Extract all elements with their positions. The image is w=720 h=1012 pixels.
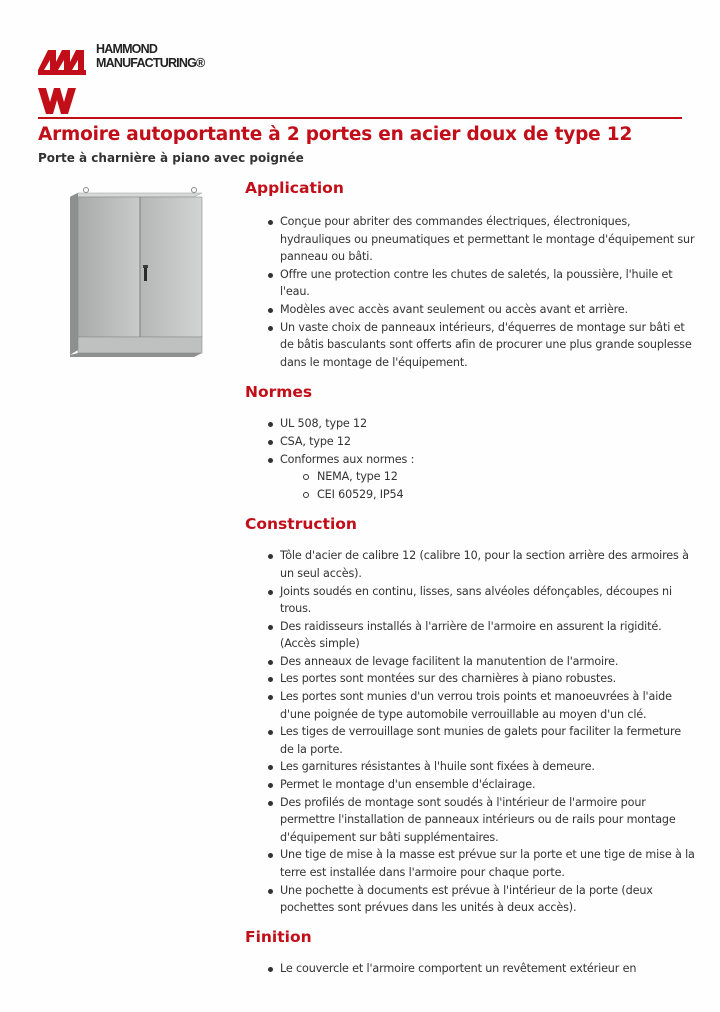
list-item bbox=[245, 688, 695, 723]
list-item-text: CSA, type 12 bbox=[280, 434, 351, 448]
list-item bbox=[245, 451, 695, 469]
section-normes bbox=[245, 382, 695, 503]
application-list bbox=[245, 213, 695, 371]
hollow-bullet-icon bbox=[303, 474, 309, 480]
bullet-icon bbox=[268, 554, 273, 559]
list-item bbox=[245, 213, 695, 266]
list-item bbox=[245, 882, 695, 917]
section-application bbox=[245, 178, 695, 371]
list-item bbox=[245, 794, 695, 847]
list-item-text: Modèles avec accès avant seulement ou accès avant et arrière. bbox=[280, 302, 628, 316]
list-item bbox=[245, 618, 695, 653]
section-title-finition: Finition bbox=[245, 927, 312, 946]
bullet-icon bbox=[268, 801, 273, 806]
bullet-icon bbox=[268, 967, 273, 972]
sub-list-item bbox=[245, 468, 695, 486]
page-subtitle: Porte à charnière à piano avec poignée bbox=[38, 151, 304, 165]
list-item-text: Conçue pour abriter des commandes électriques, électroniques, hydrauliques ou pneumatiques et permettant le montage d'équipement sur panneau ou bâti. bbox=[280, 215, 695, 264]
section-title-application: Application bbox=[245, 179, 344, 197]
list-item-text: Tôle d'acier de calibre 12 (calibre 10, pour la section arrière des armoires à un seul accès). bbox=[280, 549, 689, 580]
list-item-text: Le couvercle et l'armoire comportent un revêtement extérieur en bbox=[280, 961, 637, 975]
bullet-icon bbox=[268, 730, 273, 735]
bullet-icon bbox=[268, 783, 273, 788]
list-item-text: NEMA, type 12 bbox=[317, 470, 398, 484]
construction-list bbox=[245, 547, 695, 916]
brand-wordmark bbox=[96, 42, 204, 70]
enclosure-product-image bbox=[68, 185, 208, 367]
bullet-icon bbox=[268, 765, 273, 770]
list-item bbox=[245, 758, 695, 776]
hammond-logo-icon bbox=[38, 40, 88, 116]
section-title-normes: Normes bbox=[245, 383, 313, 402]
bullet-icon bbox=[268, 660, 273, 665]
list-item-text: UL 508, type 12 bbox=[280, 417, 367, 431]
bullet-icon bbox=[268, 889, 273, 894]
section-construction bbox=[245, 514, 695, 916]
list-item-text: Des anneaux de levage facilitent la manutention de l'armoire. bbox=[280, 654, 619, 668]
bullet-icon bbox=[268, 458, 273, 463]
bullet-icon bbox=[268, 440, 273, 445]
list-item bbox=[245, 266, 695, 301]
list-item bbox=[245, 723, 695, 758]
list-item bbox=[245, 547, 695, 582]
list-item-text: Joints soudés en continu, lisses, sans alvéoles défonçables, découpes ni trous. bbox=[280, 584, 672, 616]
normes-list bbox=[245, 415, 695, 503]
list-item-text: Une pochette à documents est prévue à l'intérieur de la porte (deux pochettes sont prévues dans les unités à deux accès). bbox=[280, 883, 653, 915]
bullet-icon bbox=[268, 422, 273, 427]
bullet-icon bbox=[268, 220, 273, 225]
list-item-text: Des raidisseurs installés à l'arrière de l'armoire en assurent la rigidité. (Accès simple) bbox=[280, 619, 662, 651]
page-header bbox=[38, 38, 678, 114]
list-item-text: Des profilés de montage sont soudés à l'intérieur de l'armoire pour permettre l'installation de panneaux intérieurs ou de rails pour montage d'équipement sur bâti supplémentaires. bbox=[280, 795, 676, 844]
list-item-text: Les portes sont montées sur des charnières à piano robustes. bbox=[280, 672, 617, 686]
list-item-text: Un vaste choix de panneaux intérieurs, d'équerres de montage sur bâti et de bâtis basculants sont offerts afin de procurer une plus grande souplesse dans le montage de l'équipement. bbox=[280, 320, 692, 369]
list-item bbox=[245, 415, 695, 433]
list-item bbox=[245, 960, 695, 978]
list-item-text: Permet le montage d'un ensemble d'éclairage. bbox=[280, 778, 536, 792]
list-item bbox=[245, 583, 695, 618]
bullet-icon bbox=[268, 308, 273, 313]
bullet-icon bbox=[268, 677, 273, 682]
page-title: Armoire autoportante à 2 portes en acier doux de type 12 bbox=[38, 124, 633, 145]
brand-line-1: HAMMOND bbox=[96, 42, 158, 56]
bullet-icon bbox=[268, 853, 273, 858]
list-item bbox=[245, 301, 695, 319]
list-item bbox=[245, 433, 695, 451]
brand-line-2: MANUFACTURING® bbox=[96, 56, 205, 70]
list-item-text: Offre une protection contre les chutes de saletés, la poussière, l'huile et l'eau. bbox=[280, 267, 673, 299]
list-item-text: Les portes sont munies d'un verrou trois points et manoeuvrées à l'aide d'une poignée de type automobile verrouillable au moyen d'un clé. bbox=[280, 690, 672, 721]
list-item bbox=[245, 653, 695, 671]
bullet-icon bbox=[268, 695, 273, 700]
finition-list bbox=[245, 960, 695, 978]
list-item bbox=[245, 670, 695, 688]
section-finition bbox=[245, 927, 695, 978]
bullet-icon bbox=[268, 326, 273, 331]
hollow-bullet-icon bbox=[303, 492, 309, 498]
title-divider bbox=[38, 117, 682, 119]
list-item-text: Les tiges de verrouillage sont munies de galets pour faciliter la fermeture de la porte. bbox=[280, 725, 681, 756]
section-title-construction: Construction bbox=[245, 515, 357, 534]
list-item bbox=[245, 776, 695, 794]
list-item-text: Une tige de mise à la masse est prévue sur la porte et une tige de mise à la terre est installée dans l'armoire pour chaque porte. bbox=[280, 848, 695, 879]
list-item bbox=[245, 846, 695, 881]
bullet-icon bbox=[268, 590, 273, 595]
list-item-text: Conformes aux normes : bbox=[280, 452, 415, 466]
sub-list-item bbox=[245, 486, 695, 504]
bullet-icon bbox=[268, 273, 273, 278]
bullet-icon bbox=[268, 625, 273, 630]
list-item bbox=[245, 319, 695, 372]
main-content bbox=[245, 178, 695, 977]
list-item-text: CEI 60529, IP54 bbox=[317, 487, 404, 501]
list-item-text: Les garnitures résistantes à l'huile sont fixées à demeure. bbox=[280, 760, 595, 774]
